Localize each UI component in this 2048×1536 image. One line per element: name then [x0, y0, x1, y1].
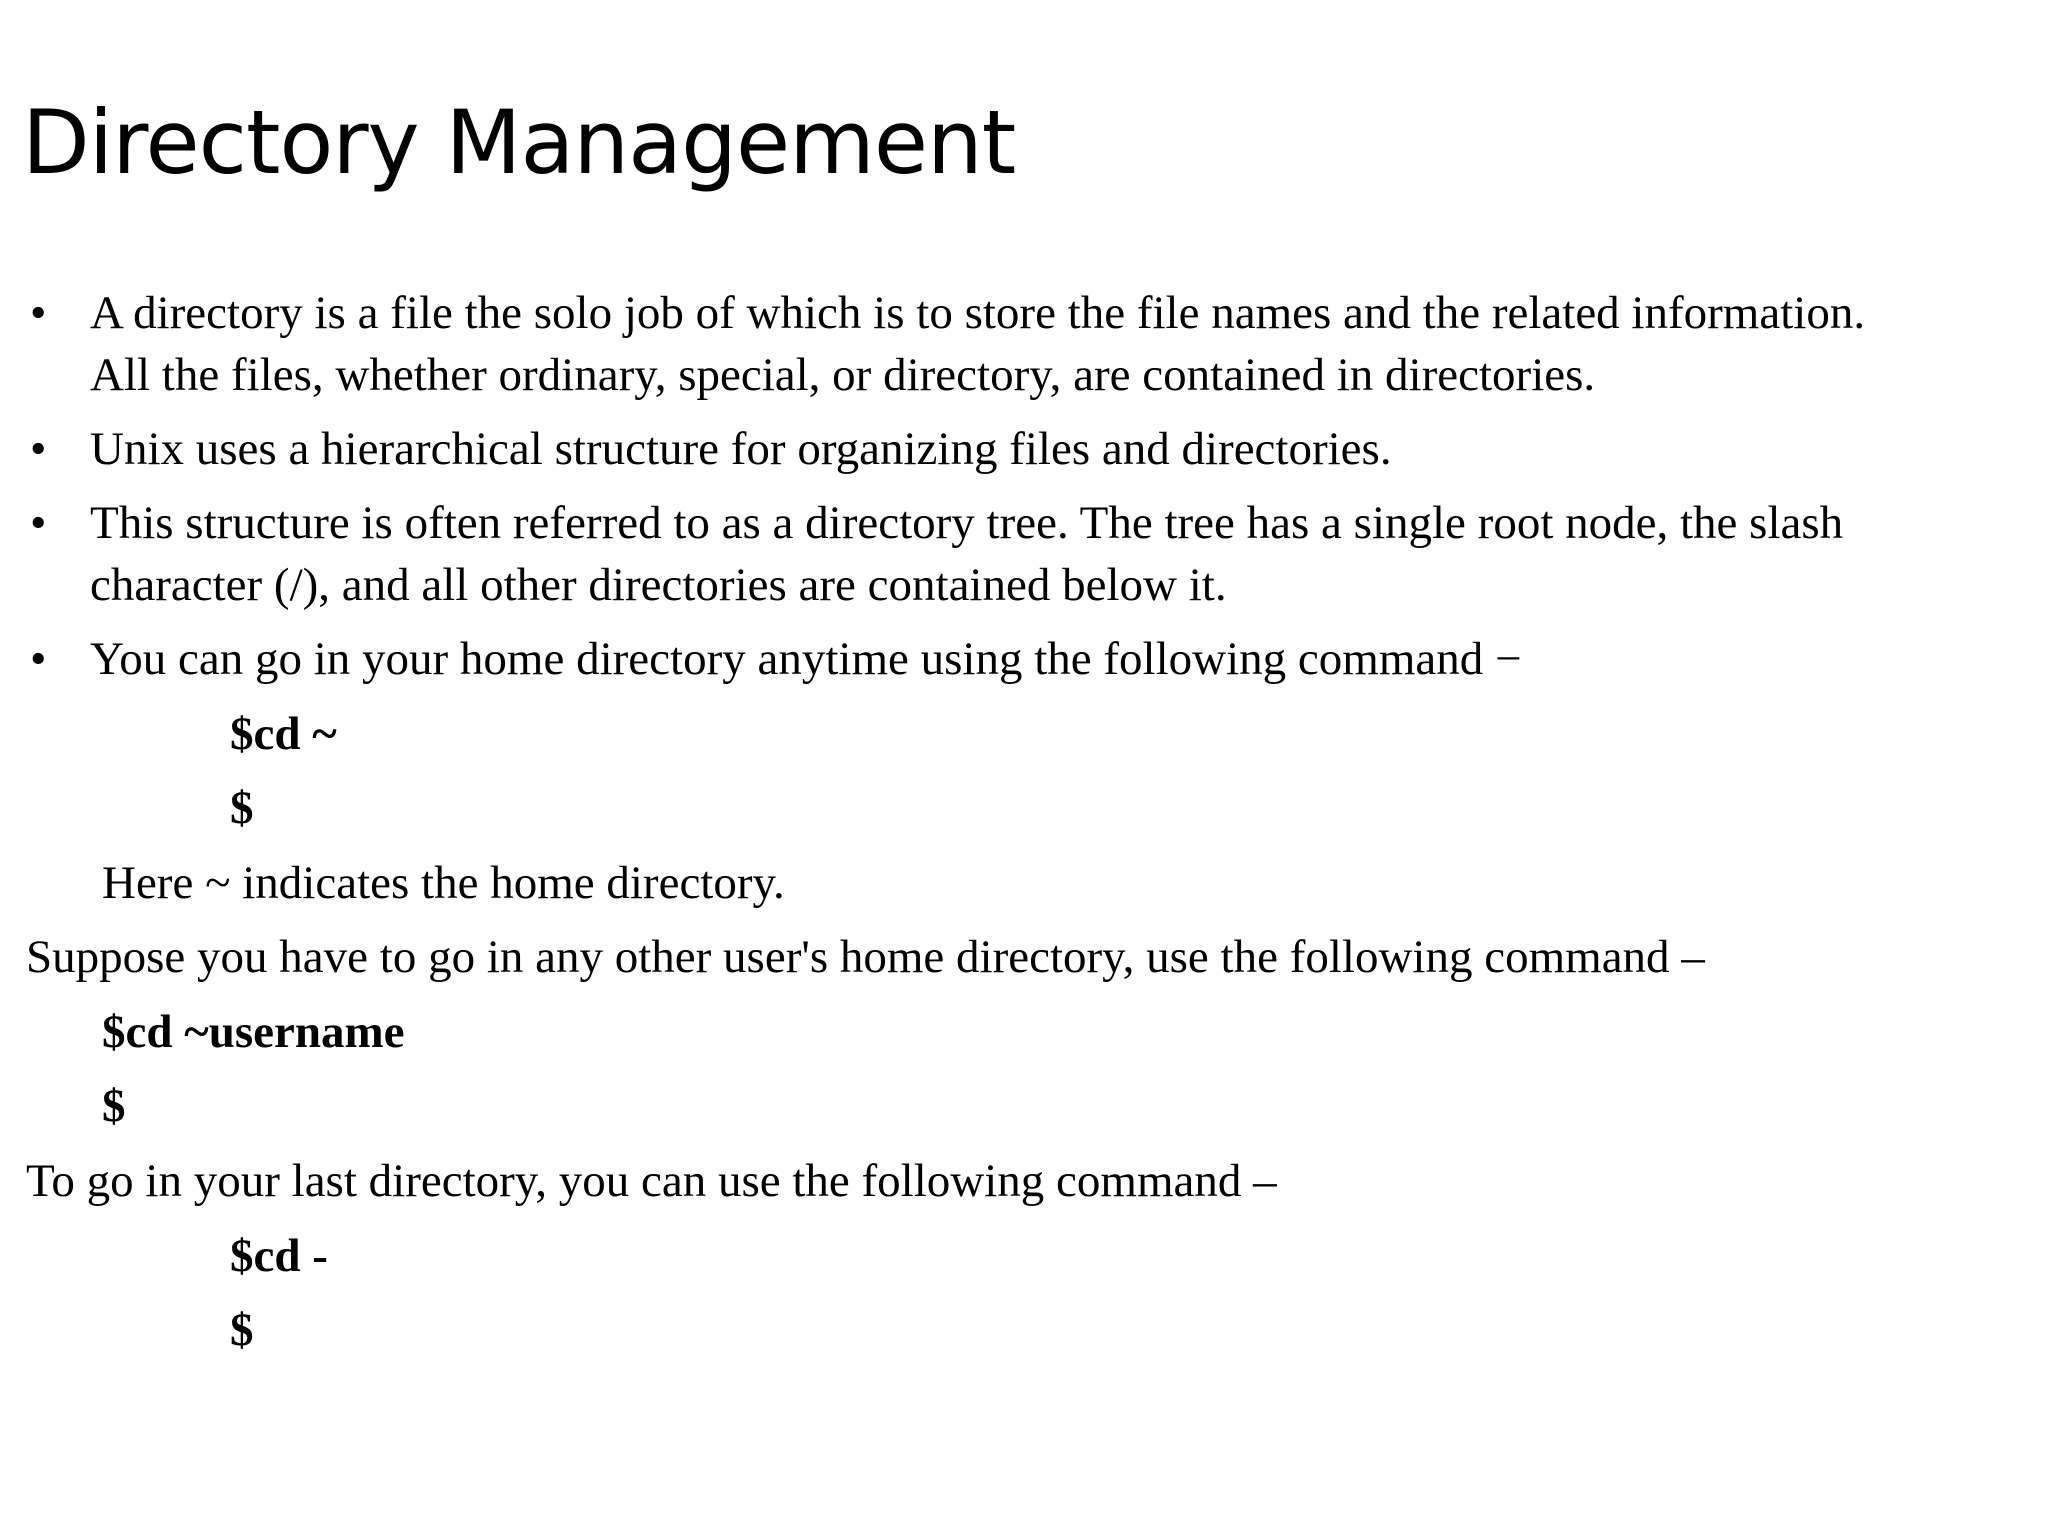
- other-user-intro: Suppose you have to go in any other user's home directory, use the following command –: [26, 931, 1705, 983]
- bullet-dot-icon: •: [30, 423, 47, 475]
- bullet-line: You can go in your home directory anytime using the following command −: [90, 633, 1522, 685]
- bullet-dot-icon: •: [30, 633, 47, 685]
- bullet-text: [90, 492, 2040, 616]
- bullet-dot-icon: •: [30, 287, 47, 339]
- slide-title: Directory Management: [22, 91, 1016, 194]
- bullet-line: character (/), and all other directories are contained below it.: [90, 559, 1227, 611]
- bullet-line: Unix uses a hierarchical structure for organizing files and directories.: [90, 423, 1392, 475]
- bullet-line: This structure is often referred to as a directory tree. The tree has a single root node, the slash: [90, 497, 1844, 549]
- last-dir-command: $cd -: [230, 1230, 328, 1282]
- bullet-line: All the files, whether ordinary, special, or directory, are contained in directories.: [90, 349, 1596, 401]
- home-command: $cd ~: [230, 708, 337, 760]
- other-user-command: $cd ~username: [102, 1006, 405, 1058]
- bullet-text: [90, 628, 2040, 690]
- home-prompt: $: [230, 782, 254, 834]
- bullet-dot-icon: •: [30, 497, 47, 549]
- bullet-text: [90, 418, 2040, 480]
- bullet-text: [90, 282, 2040, 406]
- last-dir-intro: To go in your last directory, you can use the following command –: [26, 1155, 1277, 1207]
- other-user-prompt: $: [102, 1080, 126, 1132]
- last-dir-prompt: $: [230, 1304, 254, 1356]
- bullet-line: A directory is a file the solo job of which is to store the file names and the related information.: [90, 287, 1866, 339]
- home-note: Here ~ indicates the home directory.: [102, 857, 785, 909]
